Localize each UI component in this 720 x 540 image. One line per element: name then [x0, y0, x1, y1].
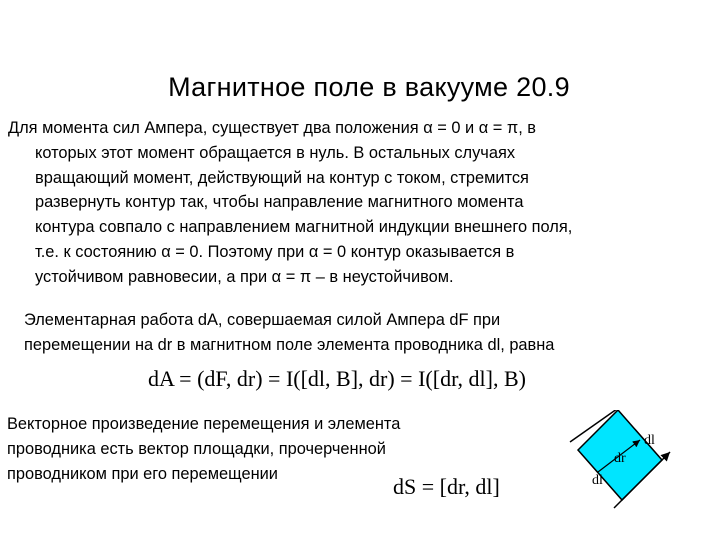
formula-area: dS = [dr, dl]: [393, 474, 500, 499]
paragraph-elementary-work: [24, 308, 714, 357]
label-dl-left: dl: [592, 473, 603, 488]
text-line: Для момента сил Ампера, существует два положения α = 0 и α = π, в: [8, 119, 537, 137]
text-line: устойчивом равновесии, а при α = π – в неустойчивом.: [35, 267, 454, 286]
label-dr: dr: [614, 451, 626, 466]
text-line: проводником при его перемещении: [7, 465, 278, 483]
text-line: т.е. к состоянию α = 0. Поэтому при α = 0 контур оказывается в: [35, 242, 515, 261]
slide-title: Магнитное поле в вакууме 20.9: [168, 72, 570, 102]
text-line: Векторное произведение перемещения и элемента: [7, 415, 401, 433]
text-line: которых этот момент обращается в нуль. В остальных случаях: [35, 143, 516, 162]
text-line: проводника есть вектор площадки, прочерченной: [7, 440, 386, 458]
text-line: перемещении на dr в магнитном поле элемента проводника dl, равна: [24, 335, 555, 354]
text-line: контура совпало с направлением магнитной индукции внешнего поля,: [35, 218, 573, 237]
paragraph-ampere-moment: [8, 116, 708, 290]
label-dl-top: dl: [644, 433, 655, 448]
text-line: развернуть контур так, чтобы направление магнитного момента: [35, 193, 524, 212]
formula-work: dA = (dF, dr) = I([dl, B], dr) = I([dr, dl], B): [148, 366, 526, 391]
text-line: вращающий момент, действующий на контур с током, стремится: [35, 168, 529, 187]
text-line: Элементарная работа dA, совершаемая силой Ампера dF при: [24, 311, 501, 329]
displacement-diagram: [566, 410, 676, 520]
